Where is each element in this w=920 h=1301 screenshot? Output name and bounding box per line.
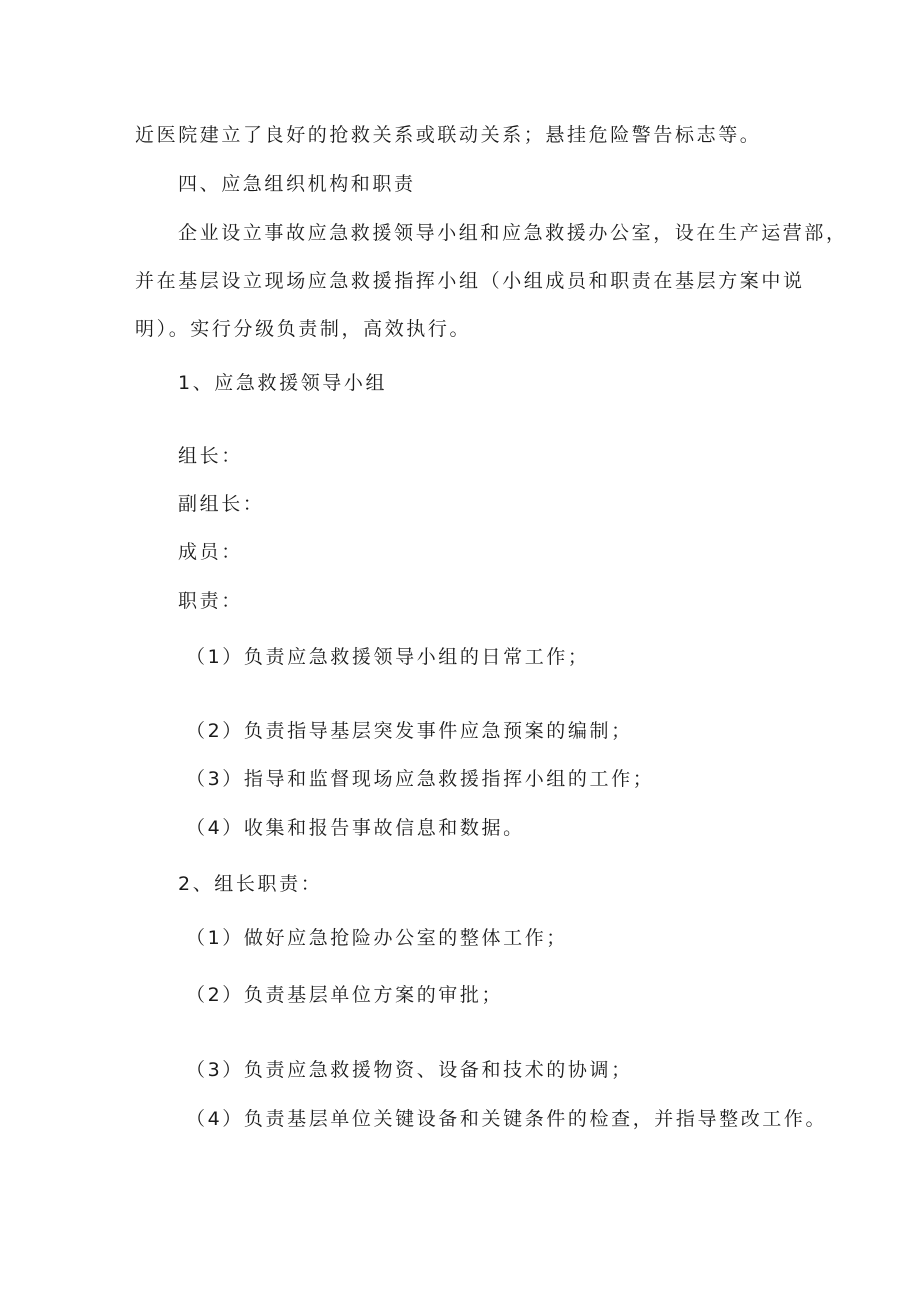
leader-label: 组长： xyxy=(178,445,243,467)
duty-item: （1）负责应急救援领导小组的日常工作； xyxy=(186,646,590,668)
subsection-heading: 1、应急救援领导小组 xyxy=(178,372,388,394)
subsection-heading: 2、组长职责： xyxy=(178,873,323,895)
paragraph-line: 明）。实行分级负责制，高效执行。 xyxy=(135,318,472,340)
duty-item: （2）负责指导基层突发事件应急预案的编制； xyxy=(186,720,633,742)
duty-item: （3）指导和监督现场应急救援指挥小组的工作； xyxy=(186,768,655,790)
duties-label: 职责： xyxy=(178,590,243,612)
duty-item: （4）负责基层单位关键设备和关键条件的检查，并指导整改工作。 xyxy=(186,1108,828,1130)
duty-item: （4）收集和报告事故信息和数据。 xyxy=(186,817,525,839)
members-label: 成员： xyxy=(178,541,243,563)
paragraph-line: 企业设立事故应急救援领导小组和应急救援办公室，设在生产运营部， xyxy=(178,222,848,244)
paragraph-line: 近医院建立了良好的抢救关系或联动关系；悬挂危险警告标志等。 xyxy=(135,124,762,146)
duty-item: （2）负责基层单位方案的审批； xyxy=(186,984,504,1006)
section-heading: 四、应急组织机构和职责 xyxy=(178,173,416,195)
duty-item: （3）负责应急救援物资、设备和技术的协调； xyxy=(186,1059,633,1081)
deputy-leader-label: 副组长： xyxy=(178,493,265,515)
paragraph-line: 并在基层设立现场应急救援指挥小组（小组成员和职责在基层方案中说 xyxy=(135,270,805,292)
duty-item: （1）做好应急抢险办公室的整体工作； xyxy=(186,927,568,949)
